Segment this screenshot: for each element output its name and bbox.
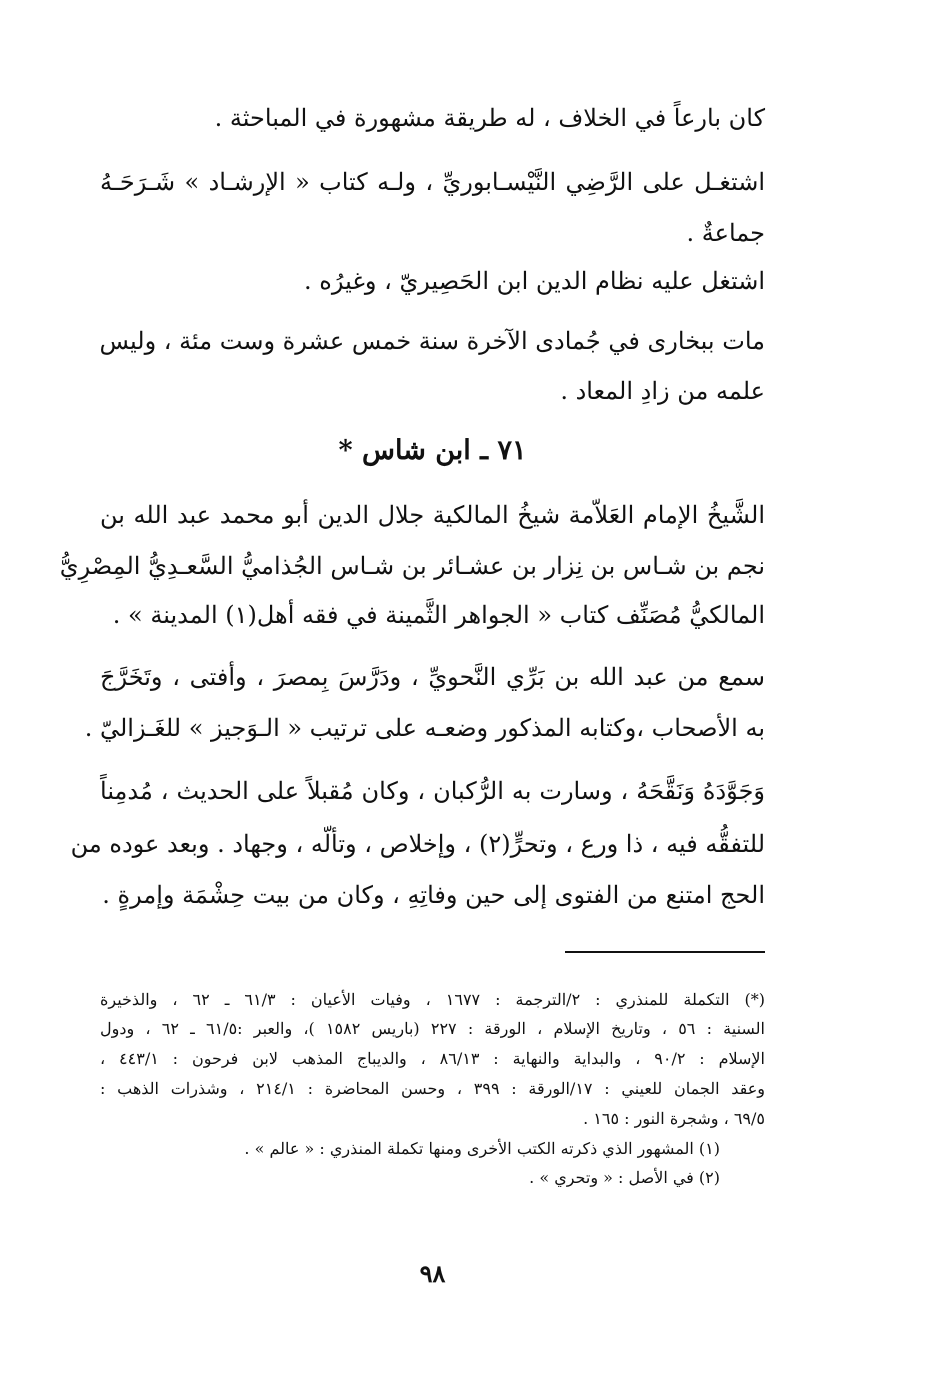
body-line: علمه من زادِ المعاد . <box>560 377 765 405</box>
body-line: اشتغل عليه نظام الدين ابن الحَصِيريّ ، وغيرُه . <box>304 267 765 295</box>
body-line: مات ببخارى في جُمادى الآخرة سنة خمس عشرة وست مئة ، وليس <box>99 327 765 355</box>
body-line: المالكيُّ مُصَنِّف كتاب « الجواهر الثَّمينة في فقه أهل(١) المدينة » . <box>112 601 765 629</box>
footnote-line: السنية : ٥٦ ، وتاريخ الإسلام ، الورقة : ٢٢٧ (باريس ١٥٨٢ )، والعبر :٦١/٥ ـ ٦٢ ، ودول <box>100 1019 765 1038</box>
footnote-line: (*) التكملة للمنذري : ٢/الترجمة : ١٦٧٧ ، وفيات الأعيان : ٦١/٣ ـ ٦٢ ، والذخيرة <box>100 990 765 1009</box>
body-line: نجم بن شـاس بن نِزار بن عشـائر بن شـاس الجُذاميُّ السَّعـدِيُّ المِصْرِيُّ <box>59 552 765 580</box>
body-line: الشَّيخُ الإمام العَلاّمة شيخُ المالكية جلال الدين أبو محمد عبد الله بن <box>100 501 765 529</box>
footnote-line: وعقد الجمان للعيني : ١٧/الورقة : ٣٩٩ ، وحسن المحاضرة : ٢١٤/١ ، وشذرات الذهب : <box>100 1079 766 1098</box>
footnote-line: (٢) في الأصل : « وتحري » . <box>529 1168 720 1187</box>
body-line: جماعةٌ . <box>686 219 765 247</box>
entry-heading: ٧١ ـ ابن شاس * <box>338 435 527 466</box>
page-number: ٩٨ <box>419 1259 446 1288</box>
footnote-line: ٦٩/٥ ، وشجرة النور : ١٦٥ . <box>583 1109 765 1128</box>
body-line: وَجَوَّدَهُ وَنَقَّحَهُ ، وسارت به الرُّكبان ، وكان مُقبلاً على الحديث ، مُدمِناً <box>100 777 765 805</box>
body-line: به الأصحاب ،وكتابه المذكور وضعـه على ترتيب « الـوَجيز » للغَـزاليّ . <box>84 714 765 742</box>
footnote-divider <box>565 951 765 953</box>
footnote-line: (١) المشهور الذي ذكرته الكتب الأخرى ومنها تكملة المنذري : « عالم » . <box>244 1139 720 1158</box>
body-line: كان بارعاً في الخلاف ، له طريقة مشهورة في المباحثة . <box>214 104 765 132</box>
book-page <box>59 0 766 1374</box>
body-line: سمع من عبد الله بن بَرِّي النَّحويِّ ، ودَرَّسَ بِمصرَ ، وأفتى ، وتَخَرَّجَ <box>100 663 765 691</box>
body-line: اشتغـل على الرَّضِي النَّيْسـابوريِّ ، ولـه كتاب « الإرشـاد » شَـرَحَـهُ <box>100 168 765 196</box>
body-line: للتفقُّه فيه ، ذا ورع ، وتحرٍّ(٢) ، وإخلاص ، وتألّه ، وجهاد . وبعد عوده من <box>70 830 765 858</box>
body-line: الحج امتنع من الفتوى إلى حين وفاتِهِ ، وكان من بيت حِشْمَة وإمرةٍ . <box>102 881 765 909</box>
footnote-line: الإسلام : ٩٠/٢ ، والبداية والنهاية : ٨٦/١٣ ، والديباج المذهب لابن فرحون : ٤٤٣/١ ، <box>100 1049 766 1068</box>
